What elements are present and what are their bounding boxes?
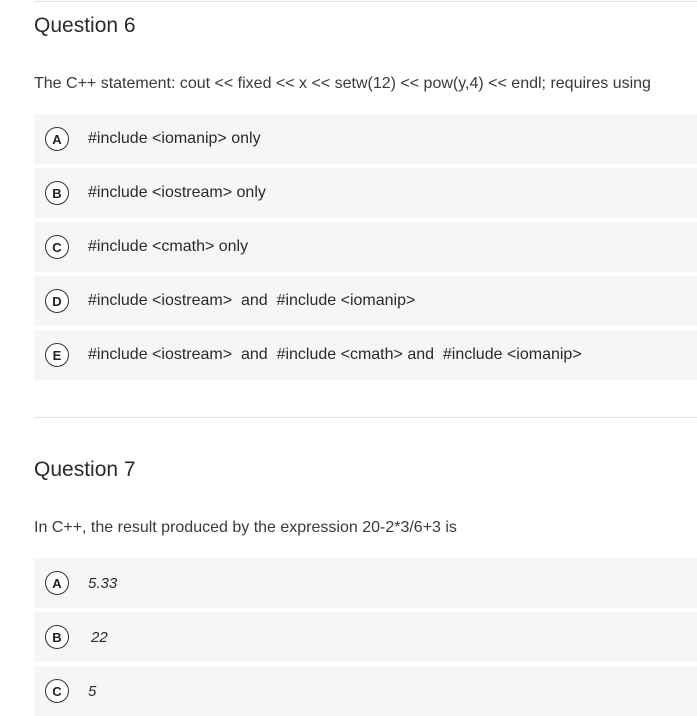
question-text: In C++, the result produced by the expression 20-2*3/6+3 is [34,519,457,536]
question-text: The C++ statement: cout << fixed << x << setw(12) << pow(y,4) << endl; requires using [34,75,651,92]
option-label: #include <iostream> only [88,184,266,201]
option-a[interactable] [34,558,697,608]
option-e[interactable] [34,330,697,380]
option-label: 5.33 [88,574,118,592]
option-label: 5 [88,682,97,700]
option-c[interactable] [34,666,697,716]
option-letter-badge: B [45,181,69,205]
question-title: Question 6 [34,14,136,37]
option-label: #include <iomanip> only [88,130,261,147]
option-letter-badge: A [45,127,69,151]
option-b[interactable] [34,612,697,662]
option-c[interactable] [34,222,697,272]
option-letter-badge: C [45,679,69,703]
option-letter-badge: C [45,235,69,259]
option-label: 22 [91,628,108,646]
option-b[interactable] [34,168,697,218]
option-letter-badge: E [45,343,69,367]
question-title: Question 7 [34,458,136,481]
option-label: #include <cmath> only [88,238,249,255]
top-divider [34,1,697,2]
question-divider [34,417,697,418]
option-letter-badge: B [45,625,69,649]
option-label: #include <iostream> and #include <cmath> and #include <iomanip> [88,346,582,363]
option-letter-badge: A [45,571,69,595]
option-letter-badge: D [45,289,69,313]
option-label: #include <iostream> and #include <iomanip> [88,292,416,309]
option-a[interactable] [34,114,697,164]
option-d[interactable] [34,276,697,326]
